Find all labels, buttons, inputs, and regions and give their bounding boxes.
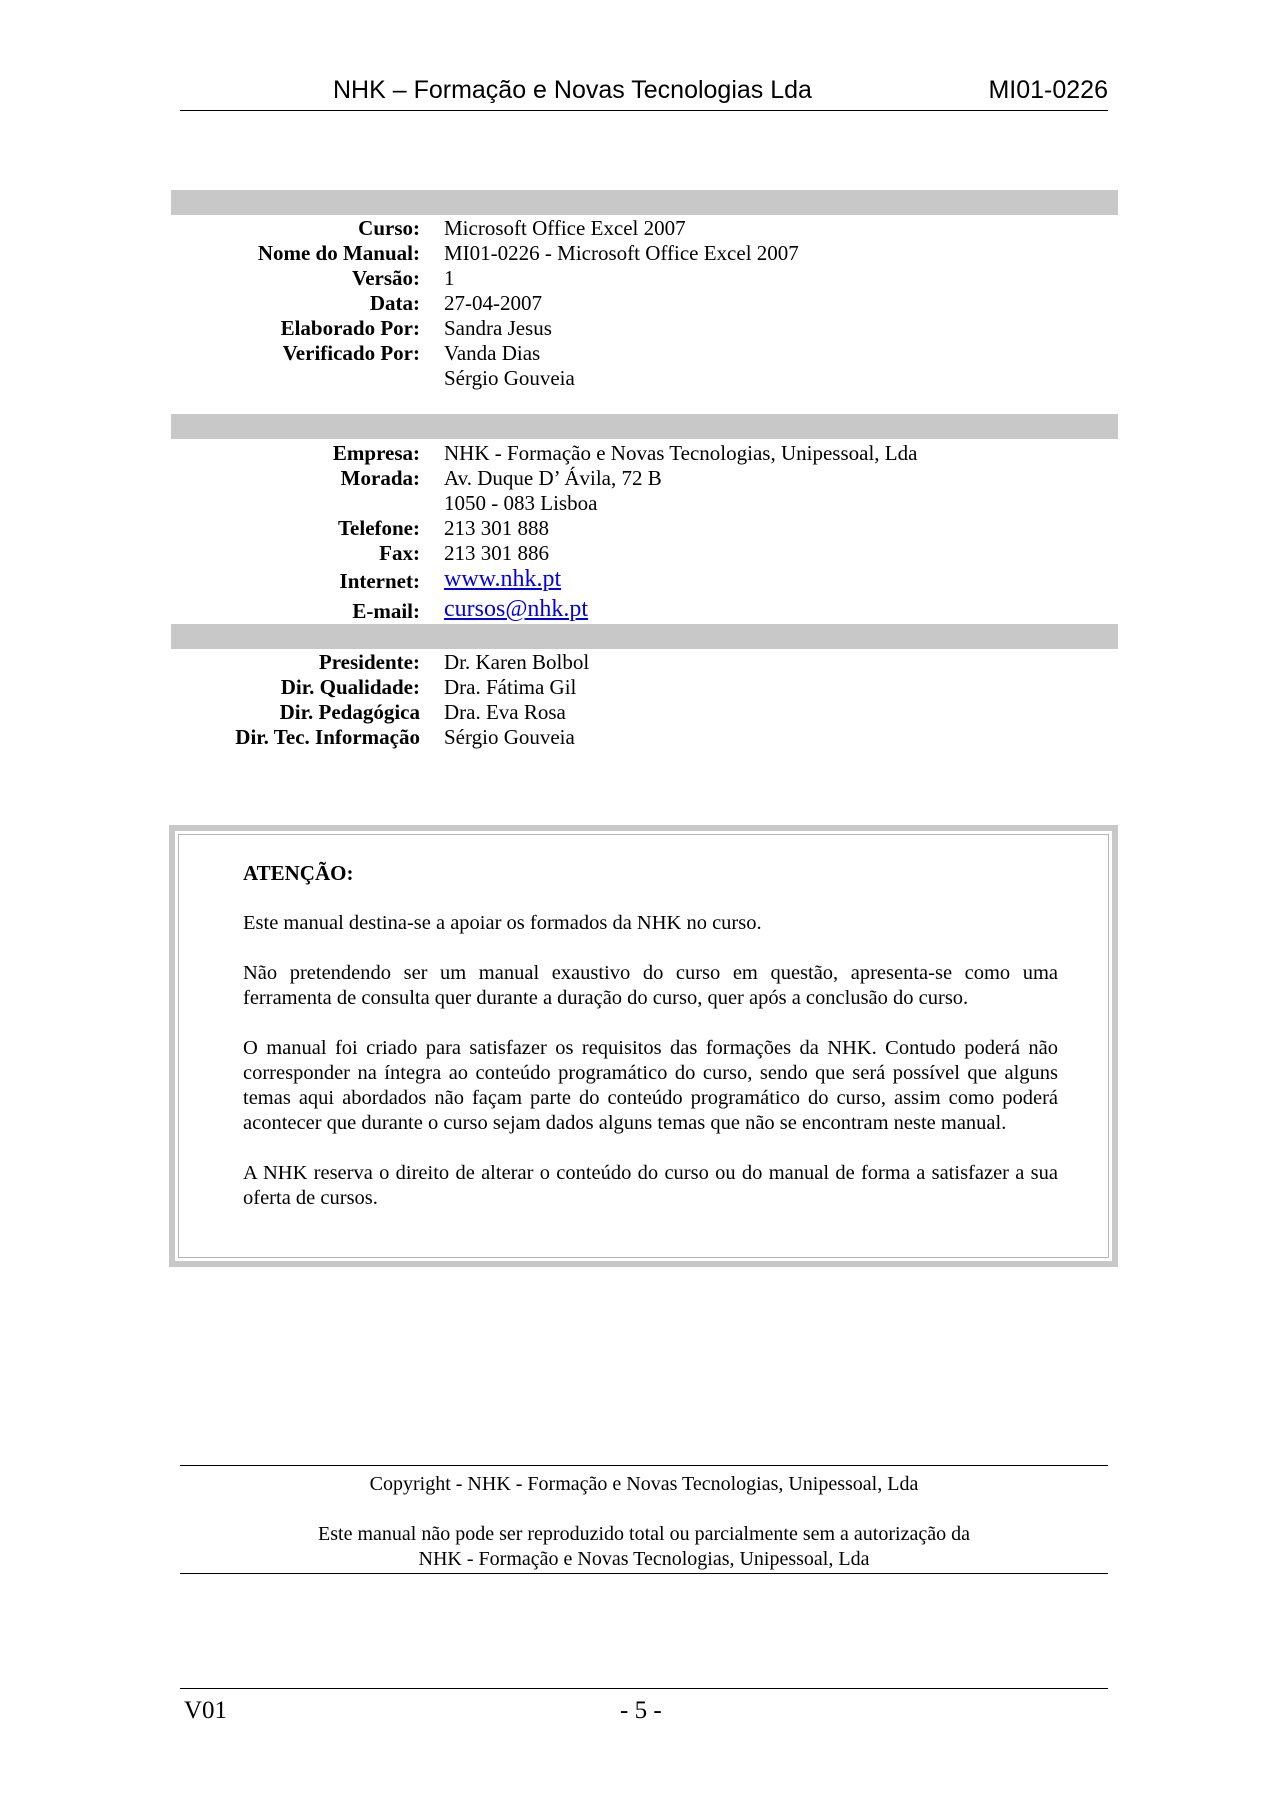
copyright-line: Copyright - NHK - Formação e Novas Tecnologias, Unipessoal, Lda <box>369 1473 919 1495</box>
website-link[interactable]: www.nhk.pt <box>444 566 562 592</box>
info-row-verificado-por-2 <box>0 366 1280 391</box>
info-row-verificado-por <box>0 341 1280 366</box>
info-label: Data: <box>369 291 420 315</box>
info-row-curso <box>0 216 1280 241</box>
info-row-presidente <box>0 650 1280 675</box>
section-divider-staff <box>171 624 1118 649</box>
info-row-morada <box>0 466 1280 491</box>
info-label: Versão: <box>351 266 420 290</box>
info-row-morada-2 <box>0 491 1280 516</box>
attention-title: ATENÇÃO: <box>243 861 354 885</box>
info-label: Dir. Pedagógica <box>279 700 420 724</box>
info-value: 213 301 886 <box>444 541 549 565</box>
page-number: - 5 - <box>620 1697 662 1724</box>
info-value: 213 301 888 <box>444 516 549 540</box>
attention-paragraph: A NHK reserva o direito de alterar o conteúdo do curso ou do manual de forma a satisfazer a sua oferta de cursos. <box>243 1162 1058 1209</box>
info-row-dir-pedagogica <box>0 700 1280 725</box>
copyright-notice-line: NHK - Formação e Novas Tecnologias, Unipessoal, Lda <box>418 1548 870 1570</box>
header-document-code: MI01-0226 <box>988 76 1108 104</box>
info-row-elaborado-por <box>0 316 1280 341</box>
attention-box <box>169 825 1118 1267</box>
info-value: 1 <box>444 266 455 290</box>
info-label: Dir. Tec. Informação <box>235 725 420 749</box>
info-label: Empresa: <box>332 441 420 465</box>
info-row-data <box>0 291 1280 316</box>
header-title: NHK – Formação e Novas Tecnologias Lda <box>333 76 812 104</box>
info-value: 27-04-2007 <box>444 291 542 315</box>
page-footer <box>180 1688 1108 1729</box>
info-label: Telefone: <box>337 516 420 540</box>
info-value: Sérgio Gouveia <box>444 366 575 390</box>
course-info-section <box>0 216 1280 391</box>
company-info-section <box>0 441 1280 626</box>
info-value: Sérgio Gouveia <box>444 725 575 749</box>
attention-content <box>243 861 1058 1236</box>
info-value: Dra. Fátima Gil <box>444 675 577 699</box>
info-value: Microsoft Office Excel 2007 <box>444 216 686 240</box>
info-row-internet <box>0 566 1280 596</box>
info-label: Nome do Manual: <box>257 241 420 265</box>
info-value: Vanda Dias <box>444 341 541 365</box>
info-row-email <box>0 596 1280 626</box>
info-label: Dir. Qualidade: <box>280 675 420 699</box>
section-divider-company <box>171 414 1118 439</box>
info-value: Sandra Jesus <box>444 316 552 340</box>
copyright-block <box>180 1465 1108 1574</box>
info-value: Dr. Karen Bolbol <box>444 650 590 674</box>
info-label: Morada: <box>340 466 420 490</box>
info-row-dir-qualidade <box>0 675 1280 700</box>
attention-paragraph: Este manual destina-se a apoiar os formados da NHK no curso. <box>243 912 762 934</box>
info-label: Presidente: <box>318 650 420 674</box>
version-label: V01 <box>184 1697 228 1724</box>
info-row-dir-tec-informacao <box>0 725 1280 750</box>
copyright-notice-line: Este manual não pode ser reproduzido total ou parcialmente sem a autorização da <box>318 1523 970 1545</box>
info-label: Elaborado Por: <box>280 316 420 340</box>
info-row-telefone <box>0 516 1280 541</box>
info-label: Verificado Por: <box>282 341 420 365</box>
page-header <box>180 74 1108 111</box>
info-row-fax <box>0 541 1280 566</box>
info-label: Internet: <box>339 569 420 593</box>
info-value: Dra. Eva Rosa <box>444 700 566 724</box>
info-value: NHK - Formação e Novas Tecnologias, Unipessoal, Lda <box>444 441 918 465</box>
email-link[interactable]: cursos@nhk.pt <box>444 596 589 622</box>
attention-paragraph: Não pretendendo ser um manual exaustivo do curso em questão, apresenta-se como uma ferramenta de consulta quer durante a duração do curso, quer após a conclusão do curso. <box>243 962 1058 1009</box>
section-divider-course <box>171 190 1118 215</box>
info-value: MI01-0226 - Microsoft Office Excel 2007 <box>444 241 799 265</box>
staff-info-section <box>0 650 1280 750</box>
info-label: Curso: <box>358 216 420 240</box>
info-label: E-mail: <box>352 599 420 623</box>
info-row-nome-manual <box>0 241 1280 266</box>
info-label: Fax: <box>379 541 420 565</box>
attention-box-inner-border <box>178 834 1109 1258</box>
attention-paragraph: O manual foi criado para satisfazer os requisitos das formações da NHK. Contudo poderá não corresponder na íntegra ao conteúdo programático do curso, sendo que será possível que alguns temas aqui abordados não façam parte do conteúdo programático do curso, assim como poderá acontecer que durante o curso sejam dados alguns temas que não se encontram neste manual. <box>243 1037 1058 1134</box>
info-row-empresa <box>0 441 1280 466</box>
info-value: Av. Duque D’ Ávila, 72 B <box>444 466 662 490</box>
info-row-versao <box>0 266 1280 291</box>
info-value: 1050 - 083 Lisboa <box>444 491 598 515</box>
